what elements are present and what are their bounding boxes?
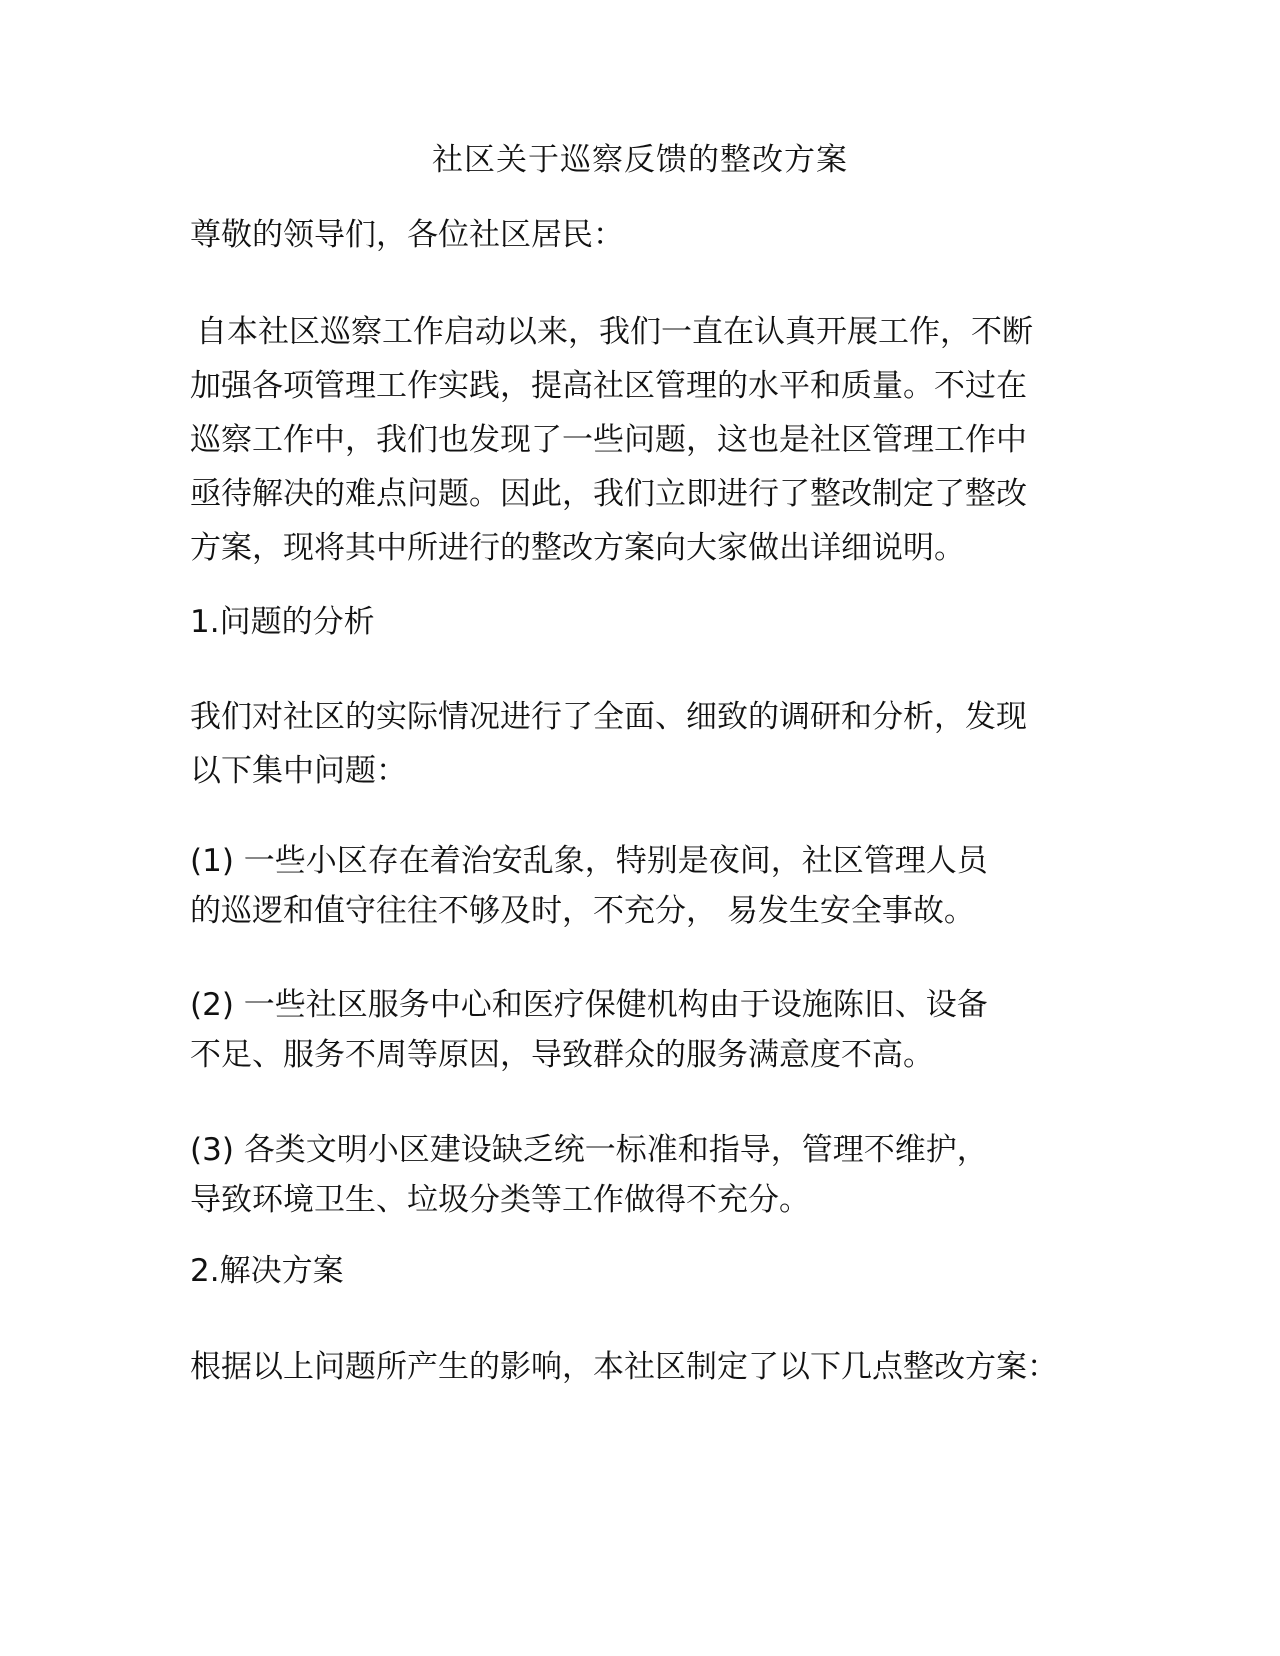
issue-item-1 — [190, 836, 1090, 936]
intro-line: 亟待解决的难点问题。因此，我们立即进行了整改制定了整改 — [190, 476, 1027, 512]
intro-line: 巡察工作中，我们也发现了一些问题，这也是社区管理工作中 — [190, 422, 1027, 458]
issue-line: 导致环境卫生、垃圾分类等工作做得不充分。 — [190, 1182, 810, 1218]
greeting: 尊敬的领导们，各位社区居民： — [190, 217, 624, 253]
issue-item-2 — [190, 980, 1090, 1080]
intro-line: 加强各项管理工作实践，提高社区管理的水平和质量。不过在 — [190, 368, 1027, 404]
intro-line: 方案，现将其中所进行的整改方案向大家做出详细说明。 — [190, 530, 965, 566]
solution-intro: 根据以上问题所产生的影响，本社区制定了以下几点整改方案： — [190, 1349, 1058, 1385]
issue-line: (2) 一些社区服务中心和医疗保健机构由于设施陈旧、设备 — [190, 987, 988, 1023]
issue-item-3 — [190, 1125, 1090, 1225]
document-title: 社区关于巡察反馈的整改方案 — [432, 142, 848, 178]
issue-line: (1) 一些小区存在着治安乱象，特别是夜间，社区管理人员 — [190, 843, 988, 879]
intro-line: 自本社区巡察工作启动以来，我们一直在认真开展工作，不断 — [196, 314, 1033, 350]
analysis-line: 以下集中问题： — [190, 753, 407, 789]
analysis-line: 我们对社区的实际情况进行了全面、细致的调研和分析，发现 — [190, 699, 1027, 735]
issue-line: 不足、服务不周等原因，导致群众的服务满意度不高。 — [190, 1037, 934, 1073]
analysis-paragraph — [190, 690, 1090, 798]
intro-paragraph — [190, 305, 1090, 575]
issue-line: (3) 各类文明小区建设缺乏统一标准和指导，管理不维护， — [190, 1132, 988, 1168]
section-heading-solution: 2.解决方案 — [190, 1253, 344, 1289]
section-heading-analysis: 1.问题的分析 — [190, 604, 375, 640]
issue-line: 的巡逻和值守往往不够及时，不充分， 易发生安全事故。 — [190, 893, 975, 929]
